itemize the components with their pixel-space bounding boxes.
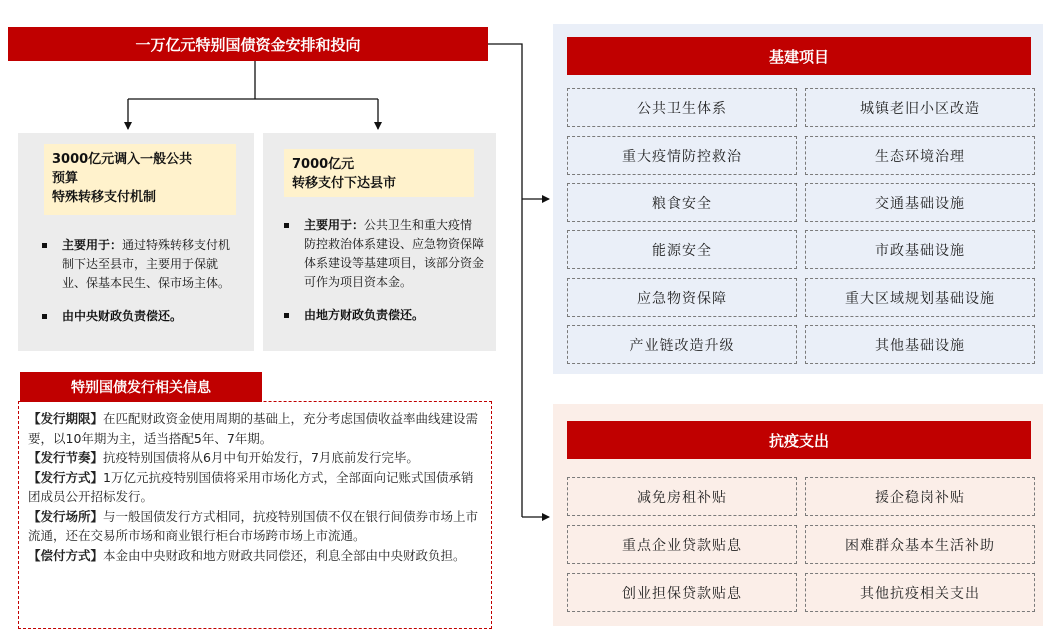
info-key: 【发行节奏】 (28, 450, 104, 465)
epidemic-item: 重点企业贷款贴息 (567, 525, 797, 564)
info-text: 在匹配财政资金使用周期的基础上，充分考虑国债收益率曲线建设需要，以10年期为主，适当搭配5年、7年期。 (28, 411, 479, 446)
epidemic-item: 创业担保贷款贴息 (567, 573, 797, 612)
info-item (28, 546, 483, 566)
left-branch-bullets (36, 236, 236, 340)
infrastructure-item: 公共卫生体系 (567, 88, 797, 127)
epidemic-item: 减免房租补贴 (567, 477, 797, 516)
info-key: 【发行期限】 (28, 411, 104, 426)
bullet-text: 公共卫生和重大疫情防控救治体系建设、应急物资保障体系建设等基建项目，该部分资金可作为项目资本金。 (304, 218, 485, 289)
info-item (28, 507, 483, 546)
epidemic-item: 困难群众基本生活补助 (805, 525, 1035, 564)
right-branch-header-line: 转移支付下达县市 (292, 176, 397, 191)
bullet-text: 由中央财政负责偿还。 (62, 309, 183, 323)
infrastructure-item: 能源安全 (567, 230, 797, 269)
info-text: 1万亿元抗疫特别国债将采用市场化方式，全部面向记账式国债承销团成员公开招标发行。 (28, 469, 474, 504)
info-text: 与一般国债发行方式相同，抗疫特别国债不仅在银行间债券市场上市流通，还在交易所市场和商业银行柜台市场跨市场上市流通。 (28, 508, 479, 543)
left-branch-header-line: 特殊转移支付机制 (52, 190, 157, 205)
left-branch-header-line: 3000亿元调入一般公共 (52, 152, 193, 167)
epidemic-item: 援企稳岗补贴 (805, 477, 1035, 516)
infrastructure-title: 基建项目 (567, 37, 1031, 75)
info-item (28, 448, 483, 468)
infrastructure-item: 产业链改造升级 (567, 325, 797, 364)
info-item (28, 409, 483, 448)
bullet-icon (284, 313, 289, 318)
infrastructure-item: 粮食安全 (567, 183, 797, 222)
info-text: 抗疫特别国债将从6月中旬开始发行，7月底前发行完毕。 (103, 450, 419, 465)
bullet-icon (42, 314, 47, 319)
connector-to-panels (488, 44, 549, 517)
info-text: 本金由中央财政和地方财政共同偿还，利息全部由中央财政负担。 (103, 547, 466, 563)
bullet-icon (42, 243, 47, 248)
right-branch-header (284, 149, 474, 197)
infrastructure-item: 城镇老旧小区改造 (805, 88, 1035, 127)
bullet-item (278, 306, 484, 325)
right-branch-header-line: 7000亿元 (292, 157, 355, 172)
connector-to-branches (128, 61, 378, 129)
bullet-item (278, 216, 484, 292)
infrastructure-item: 市政基础设施 (805, 230, 1035, 269)
infrastructure-item: 应急物资保障 (567, 278, 797, 317)
left-branch-header (44, 144, 236, 215)
bullet-item (36, 307, 236, 326)
info-key: 【发行场所】 (28, 508, 104, 524)
infrastructure-item: 重大疫情防控救治 (567, 136, 797, 175)
infrastructure-item: 其他基础设施 (805, 325, 1035, 364)
infrastructure-item: 重大区域规划基础设施 (805, 278, 1035, 317)
epidemic-panel (553, 404, 1043, 626)
infrastructure-panel (553, 24, 1043, 374)
infrastructure-item: 生态环境治理 (805, 136, 1035, 175)
issuance-info-title: 特别国债发行相关信息 (20, 372, 262, 402)
main-title: 一万亿元特别国债资金安排和投向 (8, 27, 488, 61)
bullet-key: 主要用于： (62, 238, 123, 252)
issuance-info-box (18, 401, 492, 629)
info-item (28, 468, 483, 507)
right-branch-bullets (278, 216, 484, 339)
left-branch-header-line: 预算 (52, 171, 79, 186)
bullet-text: 由地方财政负责偿还。 (304, 308, 425, 322)
info-key: 【发行方式】 (28, 469, 104, 485)
bullet-item (36, 236, 236, 293)
bullet-text: 通过特殊转移支付机制下达至县市，主要用于保就业、保基本民生、保市场主体。 (62, 238, 231, 290)
infrastructure-item: 交通基础设施 (805, 183, 1035, 222)
bullet-key: 主要用于： (304, 218, 365, 232)
info-key: 【偿付方式】 (28, 547, 104, 563)
epidemic-item: 其他抗疫相关支出 (805, 573, 1035, 612)
bullet-icon (284, 223, 289, 228)
epidemic-title: 抗疫支出 (567, 421, 1031, 459)
